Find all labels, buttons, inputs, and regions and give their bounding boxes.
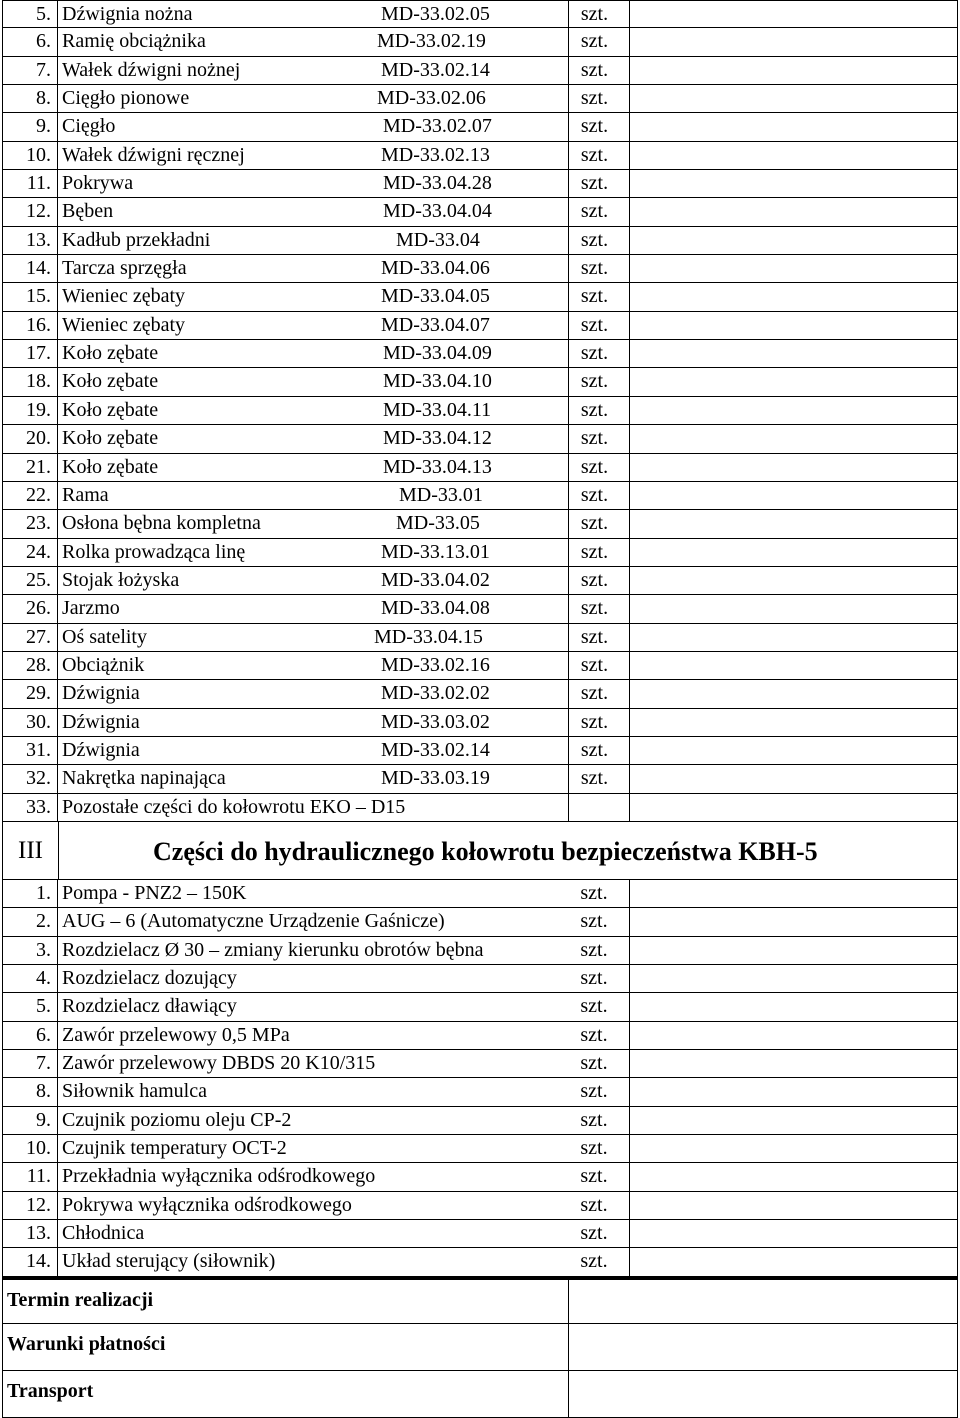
quantity-field[interactable] [629,993,957,1020]
item-unit: szt. [568,142,620,169]
item-name: Chłodnica [62,1222,145,1245]
item-name: Rama [62,483,109,506]
table-row [2,425,958,453]
table-row [2,1078,958,1106]
item-name: Jarzmo [62,597,120,620]
item-code: MD-33.02.14 [381,58,490,81]
item-unit: szt. [568,425,620,452]
item-name: Rozdzielacz Ø 30 – zmiany kierunku obrotów bębna [62,938,484,961]
item-code: MD-33.05 [396,512,480,535]
item-unit: szt. [568,1,620,27]
quantity-field[interactable] [629,937,957,964]
item-name: Kadłub przekładni [62,228,211,251]
quantity-field[interactable] [629,737,957,764]
item-unit: szt. [568,57,620,84]
quantity-field[interactable] [629,1,957,27]
item-number: 11. [3,1163,58,1190]
table-row [2,57,958,85]
item-name: Stojak łożyska [62,568,180,591]
footer-termin-row [2,1277,958,1324]
quantity-field[interactable] [629,1078,957,1105]
item-unit: szt. [568,255,620,282]
termin-label: Termin realizacji [7,1288,154,1311]
item-number: 13. [3,1220,58,1247]
item-name: Obciążnik [62,653,145,676]
item-code: MD-33.02.07 [383,115,492,138]
item-code: MD-33.04 [396,228,480,251]
item-name: Oś satelity [62,625,147,648]
item-unit: szt. [580,1080,608,1103]
table-row [2,170,958,198]
item-unit: szt. [580,881,608,904]
item-unit: szt. [580,1137,608,1160]
quantity-field[interactable] [629,1192,957,1219]
table-row [2,794,958,822]
table-row [2,397,958,425]
quantity-field[interactable] [629,567,957,594]
item-unit: szt. [580,1165,608,1188]
item-unit: szt. [568,368,620,395]
item-name: Pokrywa [62,172,134,195]
item-name: Koło zębate [62,370,159,393]
item-code: MD-33.04.13 [383,455,492,478]
table-row [2,1107,958,1135]
quantity-field[interactable] [629,142,957,169]
item-code: MD-33.02.14 [381,738,490,761]
quantity-field[interactable] [629,539,957,566]
table-row [2,482,958,510]
table-row [2,595,958,623]
item-code: MD-33.03.19 [381,767,490,790]
item-number: 24. [3,539,58,566]
item-name: Przekładnia wyłącznika odśrodkowego [62,1165,376,1188]
item-number: 3. [3,937,58,964]
termin-field[interactable] [568,1280,957,1323]
item-number: 6. [3,1022,58,1049]
item-name: AUG – 6 (Automatyczne Urządzenie Gaśnicze) [62,910,445,933]
item-unit: szt. [580,938,608,961]
item-code: MD-33.04.04 [383,200,492,223]
quantity-field[interactable] [629,680,957,707]
item-number: 12. [3,198,58,225]
item-unit: szt. [568,28,620,55]
table-row [2,937,958,965]
quantity-field[interactable] [629,1022,957,1049]
quantity-field[interactable] [629,368,957,395]
item-number: 21. [3,454,58,481]
quantity-field[interactable] [629,425,957,452]
table-row [2,0,958,28]
item-number: 7. [3,57,58,84]
table-row [2,368,958,396]
item-number: 27. [3,624,58,651]
table-row [2,113,958,141]
quantity-field[interactable] [629,340,957,367]
item-number: 9. [3,1107,58,1134]
item-number: 14. [3,1248,58,1275]
table-row [2,28,958,56]
item-unit: szt. [568,85,620,112]
quantity-field[interactable] [629,1050,957,1077]
table-row [2,709,958,737]
section-header-3 [2,822,958,880]
table-row [2,539,958,567]
table-row [2,454,958,482]
item-number: 31. [3,737,58,764]
item-name: Rozdzielacz dławiący [62,995,237,1018]
item-code: MD-33.04.09 [383,342,492,365]
quantity-field[interactable] [629,1163,957,1190]
item-unit: szt. [568,482,620,509]
item-unit: szt. [568,567,620,594]
item-number: 14. [3,255,58,282]
item-number: 1. [3,880,58,907]
item-unit: szt. [568,737,620,764]
item-number: 12. [3,1192,58,1219]
item-name: Osłona bębna kompletna [62,512,261,535]
table-row [2,283,958,311]
item-number: 18. [3,368,58,395]
item-number: 26. [3,595,58,622]
item-number: 23. [3,510,58,537]
item-name: Dźwignia nożna [62,3,193,25]
item-number: 25. [3,567,58,594]
item-name: Wieniec zębaty [62,313,186,336]
table-row [2,1248,958,1276]
quantity-field[interactable] [629,595,957,622]
item-number: 2. [3,908,58,935]
item-code: MD-33.02.02 [381,682,490,705]
quantity-field[interactable] [629,198,957,225]
quantity-field[interactable] [629,85,957,112]
item-unit: szt. [568,510,620,537]
item-name: Tarcza sprzęgła [62,257,187,280]
item-unit: szt. [580,967,608,989]
item-unit-empty [568,794,569,821]
item-unit: szt. [568,680,620,707]
section-title: Części do hydraulicznego kołowrotu bezpieczeństwa KBH-5 [153,836,818,866]
quantity-field[interactable] [629,709,957,736]
item-number: 8. [3,85,58,112]
item-unit: szt. [580,1108,608,1131]
item-name: Cięgło pionowe [62,87,190,110]
table-row [2,965,958,993]
item-name: Czujnik poziomu oleju CP-2 [62,1108,292,1131]
item-name: Koło zębate [62,427,159,450]
item-name: Dźwignia [62,682,140,705]
table-row [2,680,958,708]
table-row [2,510,958,538]
quantity-field[interactable] [629,454,957,481]
item-number: 20. [3,425,58,452]
item-unit: szt. [580,1023,608,1046]
item-number: 7. [3,1050,58,1077]
item-unit: szt. [568,227,620,254]
item-unit: szt. [568,652,620,679]
item-name: Cięgło [62,115,116,138]
item-name: Siłownik hamulca [62,1080,207,1103]
item-unit: szt. [568,397,620,424]
quantity-field[interactable] [629,765,957,792]
item-name: Ramię obciążnika [62,30,206,53]
parts-table-section-3 [2,880,958,1277]
quantity-field[interactable] [629,397,957,424]
item-unit: szt. [568,595,620,622]
item-unit: szt. [568,113,620,140]
item-code: MD-33.04.12 [383,427,492,450]
item-name: Zawór przelewowy DBDS 20 K10/315 [62,1052,376,1075]
item-name: Koło zębate [62,455,159,478]
quantity-field[interactable] [629,908,957,935]
item-unit: szt. [568,765,620,792]
item-number: 4. [3,965,58,992]
item-number: 28. [3,652,58,679]
table-row [2,908,958,936]
quantity-field[interactable] [629,1248,957,1275]
item-code: MD-33.04.28 [383,172,492,195]
item-name: Pompa - PNZ2 – 150K [62,881,247,904]
item-number: 10. [3,142,58,169]
item-number: 33. [3,794,58,821]
item-number: 29. [3,680,58,707]
quantity-field[interactable] [629,510,957,537]
quantity-field[interactable] [629,1135,957,1162]
quantity-field[interactable] [629,794,957,821]
quantity-field[interactable] [629,1107,957,1134]
table-row [2,880,958,908]
item-code: MD-33.02.19 [377,30,486,53]
item-code: MD-33.02.16 [381,653,490,676]
item-number: 5. [3,1,58,27]
item-unit: szt. [568,340,620,367]
item-number: 6. [3,28,58,55]
item-number: 8. [3,1078,58,1105]
quantity-field[interactable] [629,312,957,339]
quantity-field[interactable] [629,652,957,679]
item-name: Rolka prowadząca linę [62,540,246,563]
table-row [2,198,958,226]
item-name: Rozdzielacz dozujący [62,967,237,989]
quantity-field[interactable] [629,170,957,197]
item-code: MD-33.04.02 [381,568,490,591]
item-unit: szt. [568,539,620,566]
item-unit: szt. [568,709,620,736]
quantity-field[interactable] [629,624,957,651]
table-row [2,1192,958,1220]
warunki-label: Warunki płatności [7,1332,166,1355]
item-unit: szt. [580,995,608,1018]
item-unit: szt. [568,454,620,481]
item-code: MD-33.03.02 [381,710,490,733]
quantity-field[interactable] [629,283,957,310]
item-number: 32. [3,765,58,792]
item-name: Zawór przelewowy 0,5 MPa [62,1023,290,1046]
item-unit: szt. [580,1250,608,1273]
item-code: MD-33.04.15 [374,625,483,648]
warunki-field[interactable] [568,1324,957,1370]
quantity-field[interactable] [629,965,957,992]
item-number: 30. [3,709,58,736]
table-row [2,1220,958,1248]
item-unit: szt. [580,910,608,933]
item-number: 16. [3,312,58,339]
section-number: III [3,822,59,879]
item-code: MD-33.04.06 [381,257,490,280]
item-name: Układ sterujący (siłownik) [62,1250,276,1273]
item-code: MD-33.02.13 [381,143,490,166]
item-code: MD-33.04.10 [383,370,492,393]
item-name: Wałek dźwigni ręcznej [62,143,245,166]
table-row [2,255,958,283]
table-row [2,765,958,793]
table-row [2,340,958,368]
quantity-field[interactable] [629,227,957,254]
item-name: Nakrętka napinająca [62,767,226,790]
table-row [2,993,958,1021]
item-number: 11. [3,170,58,197]
table-row [2,1022,958,1050]
item-code: MD-33.04.08 [381,597,490,620]
table-row [2,1163,958,1191]
item-number: 15. [3,283,58,310]
item-name: Dźwignia [62,710,140,733]
item-name: Koło zębate [62,398,159,421]
quantity-field[interactable] [629,880,957,907]
item-unit: szt. [568,283,620,310]
quantity-field[interactable] [629,482,957,509]
parts-order-form [2,0,958,1418]
table-row [2,737,958,765]
table-row [2,85,958,113]
item-number: 9. [3,113,58,140]
table-row [2,142,958,170]
table-row [2,567,958,595]
table-row [2,652,958,680]
item-code: MD-33.02.05 [381,3,490,25]
item-name: Dźwignia [62,738,140,761]
item-unit: szt. [568,312,620,339]
item-code: MD-33.13.01 [381,540,490,563]
parts-table-section-2 [2,0,958,822]
item-name: Bęben [62,200,114,223]
item-code: MD-33.02.06 [377,87,486,110]
item-unit: szt. [580,1193,608,1216]
footer-warunki-row [2,1324,958,1371]
item-name: Wałek dźwigni nożnej [62,58,241,81]
item-code: MD-33.01 [399,483,483,506]
item-code: MD-33.04.11 [383,398,492,421]
table-row [2,227,958,255]
item-name: Czujnik temperatury OCT-2 [62,1137,287,1160]
item-unit: szt. [568,170,620,197]
item-code: MD-33.04.07 [381,313,490,336]
item-number: 22. [3,482,58,509]
item-number: 17. [3,340,58,367]
table-row [2,1135,958,1163]
table-row [2,312,958,340]
item-number: 19. [3,397,58,424]
item-number: 5. [3,993,58,1020]
quantity-field[interactable] [629,28,957,55]
quantity-field[interactable] [629,1220,957,1247]
item-unit: szt. [580,1222,608,1245]
table-row [2,1050,958,1078]
footer-transport-row [2,1371,958,1418]
item-unit: szt. [568,624,620,651]
item-name: Pozostałe części do kołowrotu EKO – D15 [62,795,406,818]
item-unit: szt. [568,198,620,225]
item-name: Koło zębate [62,342,159,365]
item-unit: szt. [580,1052,608,1075]
item-number: 13. [3,227,58,254]
item-name: Wieniec zębaty [62,285,186,308]
quantity-field[interactable] [629,57,957,84]
item-number: 10. [3,1135,58,1162]
item-code: MD-33.04.05 [381,285,490,308]
item-name: Pokrywa wyłącznika odśrodkowego [62,1193,352,1216]
table-row [2,624,958,652]
transport-label: Transport [7,1379,94,1402]
quantity-field[interactable] [629,255,957,282]
quantity-field[interactable] [629,113,957,140]
